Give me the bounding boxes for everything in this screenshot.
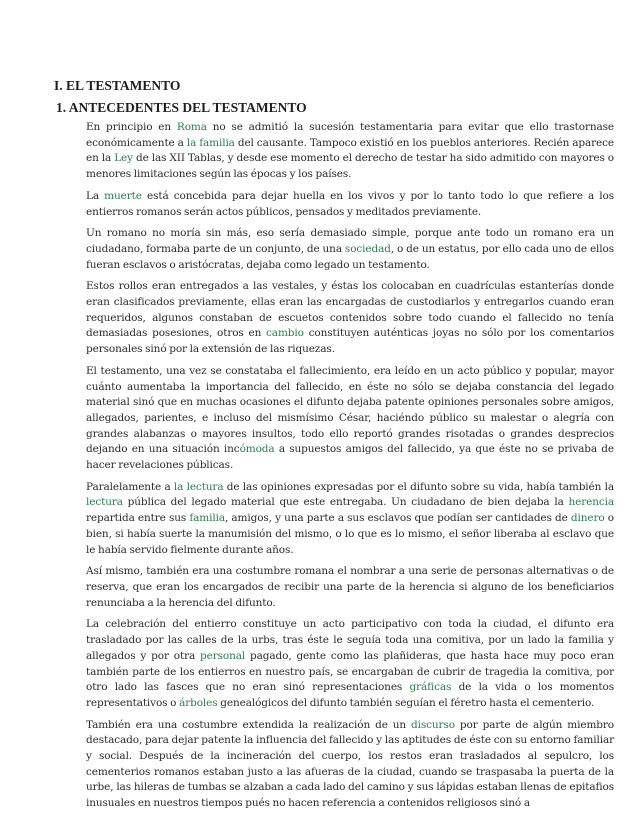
inline-link[interactable]: personal: [200, 649, 246, 662]
paragraph-text: del causante. Tampoco existió en los pueblos anteriores. Recién aparece en la: [86, 136, 614, 165]
inline-link[interactable]: árboles: [179, 696, 218, 709]
paragraph-text: está concebida para dejar huella en los vivos y por lo tanto todo lo que refiere a los entierros romanos serán actos públicos, pensados y meditados previamente.: [86, 189, 614, 218]
paragraph-text: por parte de algún miembro destacado, para dejar patente la influencia del fallecido y las aptitudes de éste con su entorno familiar y social. Después de la incineración del cuerpo, los restos eran trasladados al sepulcro, los cementerios romanos estaban justo a las afueras de la ciudad, cuando se traspasaba la puerta de la urbe, las hileras de tumbas se alzaban a cada lado del camino y sus lápidas estaban llenas de epitafios inusuales en nuestros tiempos pués no hacen referencia a contenidos religiosos sinó a: [86, 718, 614, 810]
section-heading: 1. ANTECEDENTES DEL TESTAMENTO: [56, 100, 307, 115]
paragraph: [86, 120, 614, 183]
inline-link[interactable]: la familia: [186, 136, 235, 149]
inline-link[interactable]: familia: [189, 512, 225, 525]
paragraph: [86, 617, 614, 711]
paragraph: [86, 718, 614, 812]
paragraph-text: La celebración del entierro constituye un acto participativo con toda la ciudad, el difunto era trasladado por las calles de la urbs, tras éste le seguía toda una comitiva, por un lado la familia y allegados y por otra: [86, 618, 614, 662]
paragraph-text: Un romano no moría sin más, eso sería demasiado simple, porque ante todo un romano era un ciudadano, formaba parte de un conjunto, de una: [86, 227, 614, 255]
paragraph: [86, 480, 614, 559]
paragraph-text: El testamento, una vez se constataba el fallecimiento, era leído en un acto público y popular, mayor cuánto aumentaba la importancia del fallecido, en éste no sólo se dejaba constancia del legado material sinó que en muchas ocasiones el difunto dejaba patente opiniones personales sobre amigos, allegados, parientes, e incluso del mismísimo César, haciéndo público su malestar o alegría con grandes alabanzas o mayores insultos, todo ello reportó grandes risotadas o grandes desprecios dejando en una situación inc: [86, 364, 614, 456]
paragraph: [86, 364, 614, 474]
inline-link[interactable]: muerte: [104, 189, 142, 202]
inline-link[interactable]: gráficas: [409, 681, 452, 694]
inline-link[interactable]: la lectura: [173, 480, 224, 493]
paragraph-text: , o de un estatus, por ello cada uno de ellos fueran esclavos o aristócratas, dejaba como legado un testamento.: [86, 242, 614, 271]
paragraph-text: no se admitió la sucesión testamentaria para evitar que ello trastornase económicamente a: [86, 121, 615, 149]
paragraph: [86, 189, 614, 220]
paragraph-text: genealógicos del difunto también seguían el féretro hasta el cementerio.: [217, 696, 595, 709]
paragraph-text: de las XII Tablas, y desde ese momento el derecho de testar ha sido admitido con mayores o menores limitaciones según las épocas y los países.: [86, 152, 614, 181]
inline-link[interactable]: cambio: [266, 327, 304, 340]
inline-link[interactable]: lectura: [86, 496, 123, 509]
paragraph-text: pública del legado material que este entregaba. Un ciudadano de bien dejaba la: [122, 496, 569, 509]
paragraph: [86, 279, 614, 358]
paragraph-text: , amigos, y una parte a sus esclavos que podían ser cantidades de: [224, 512, 571, 525]
inline-link[interactable]: Ley: [114, 152, 133, 165]
paragraph-text: o bien, si había suerte la manumisión del mismo, o lo que es lo mismo, el señor liberaba al esclavo que le había servido fielmente durante años.: [86, 512, 615, 556]
paragraph-text: pagado, gente como las plañideras, que hasta hace muy poco eran también parte de los entierros en nuestro país, se encargaban de cubrir de tragedia la comitiva, por otro lado las fasces que no eran sinó representaciones: [86, 649, 614, 694]
paragraph: [86, 564, 614, 611]
paragraph-text: Paralelamente a: [86, 480, 174, 493]
paragraph-text: La: [86, 189, 105, 202]
paragraph-text: repartida entre sus: [86, 512, 190, 525]
chapter-heading: I. EL TESTAMENTO: [54, 78, 181, 93]
inline-link[interactable]: ómoda: [239, 443, 275, 456]
inline-link[interactable]: dinero: [570, 512, 605, 525]
paragraph-text: También era una costumbre extendida la realización de un: [86, 718, 412, 731]
inline-link[interactable]: sociedad: [344, 242, 391, 255]
inline-link[interactable]: herencia: [568, 496, 614, 509]
document-body: [86, 120, 614, 812]
paragraph-text: En principio en: [86, 121, 177, 133]
paragraph-text: a supuestos amigos del fallecido, ya que éste no se privaba de hacer revelaciones públicas.: [86, 443, 614, 472]
paragraph: [86, 226, 614, 273]
paragraph-text: de las opiniones expresadas por el difunto sobre su vida, había también la: [223, 480, 614, 493]
paragraph-text: constituyen auténticas joyas no sólo por los comentarios personales sinó por la extensión de las riquezas.: [86, 327, 614, 356]
paragraph-text: Así mismo, también era una costumbre romana el nombrar a una serie de personas alternativas o de reserva, que eran los encargados de recibir una parte de la herencia si alguno de los beneficiarios renunciaba a la herencia del difunto.: [86, 565, 614, 609]
paragraph-text: Estos rollos eran entregados a las vestales, y éstas los colocaban en cuadrículas estanterías donde eran clasificados previamente, ellas eran las encargadas de custodiarlos y entregarlos cuando eran requeridos, algunos constaban de escuetos contenidos sobre todo cuando el fallecido no tenía demasiadas posesiones, otros en: [86, 280, 614, 340]
paragraph-text: de la vida o los momentos representativos o: [86, 681, 614, 709]
inline-link[interactable]: discurso: [411, 718, 455, 731]
inline-link[interactable]: Roma: [176, 121, 207, 133]
